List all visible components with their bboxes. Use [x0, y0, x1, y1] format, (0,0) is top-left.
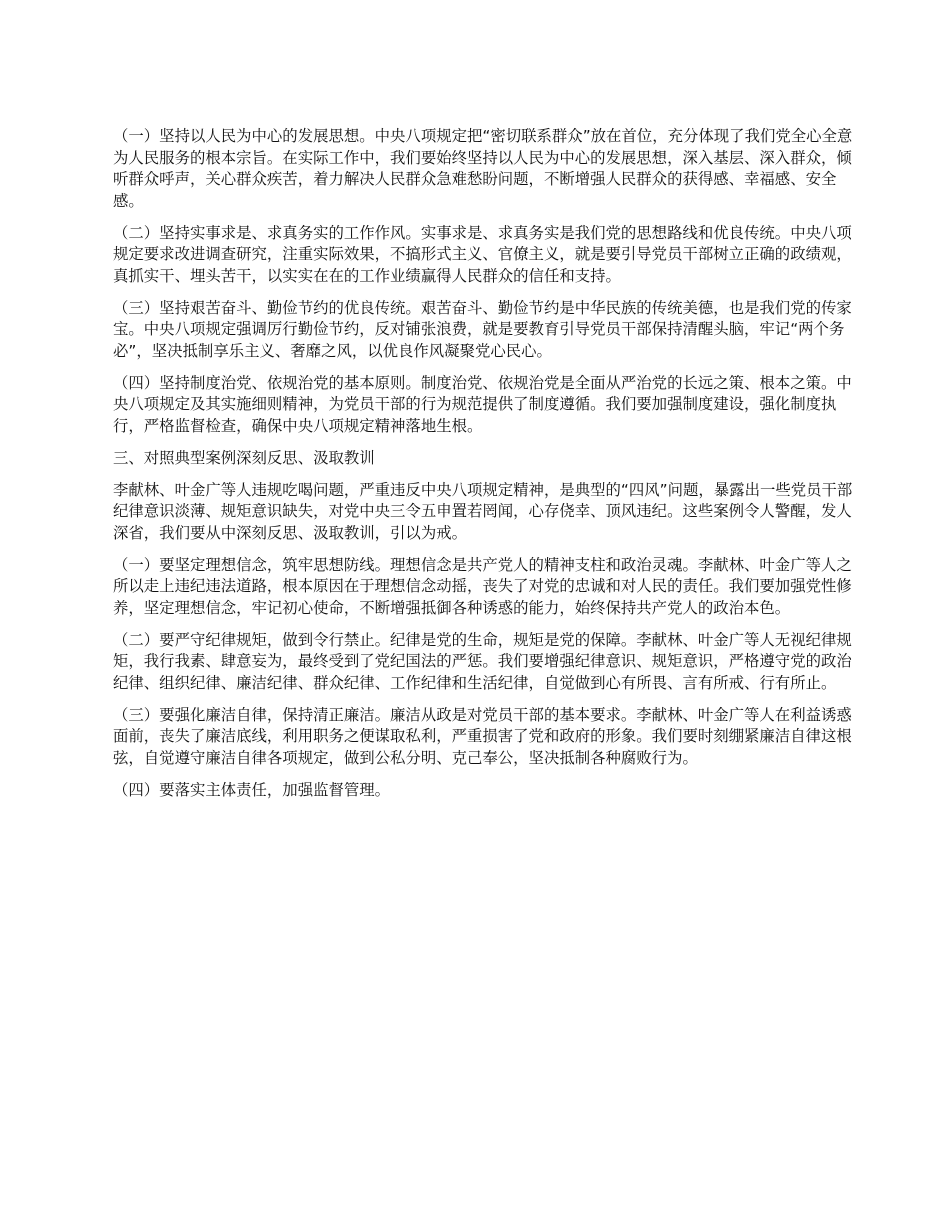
paragraph-principle-institutional-governance: （四）坚持制度治党、依规治党的基本原则。制度治党、依规治党是全面从严治党的长远之策、根本之策。中央八项规定及其实施细则精神，为党员干部的行为规范提供了制度遵循。我们要加强制度建设，强化制度执行，严格监督检查，确保中央八项规定精神落地生根。	[113, 373, 852, 435]
paragraph-case-intro: 李献林、叶金广等人违规吃喝问题，严重违反中央八项规定精神，是典型的“四风”问题，暴露出一些党员干部纪律意识淡薄、规矩意识缺失，对党中央三令五申置若罔闻，心存侥幸、顶风违纪。这些案例令人警醒，发人深省，我们要从中深刻反思、汲取教训，引以为戒。	[113, 480, 853, 542]
paragraph-lesson-responsibility: （四）要落实主体责任，加强监督管理。	[113, 780, 391, 799]
section-heading-case-reflection: 三、对照典型案例深刻反思、汲取教训	[113, 448, 375, 467]
paragraph-lesson-discipline: （二）要严守纪律规矩，做到令行禁止。纪律是党的生命，规矩是党的保障。李献林、叶金广等人无视纪律规矩，我行我素、肆意妄为，最终受到了党纪国法的严惩。我们要增强纪律意识、规矩意识，严格遵守党的政治纪律、组织纪律、廉洁纪律、群众纪律、工作纪律和生活纪律，自觉做到心有所畏、言有所戒、行有所止。	[113, 630, 852, 692]
paragraph-principle-people-centered: （一）坚持以人民为中心的发展思想。中央八项规定把“密切联系群众”放在首位，充分体现了我们党全心全意为人民服务的根本宗旨。在实际工作中，我们要始终坚持以人民为中心的发展思想，深入基层、深入群众，倾听群众呼声，关心群众疾苦，着力解决人民群众急难愁盼问题，不断增强人民群众的获得感、幸福感、安全感。	[113, 127, 853, 210]
paragraph-principle-frugality: （三）坚持艰苦奋斗、勤俭节约的优良传统。艰苦奋斗、勤俭节约是中华民族的传统美德，也是我们党的传家宝。中央八项规定强调厉行勤俭节约，反对铺张浪费，就是要教育引导党员干部保持清醒头脑，牢记“两个务必”，坚决抵制享乐主义、奢靡之风，以优良作风凝聚党心民心。	[113, 298, 852, 360]
paragraph-lesson-ideals: （一）要坚定理想信念，筑牢思想防线。理想信念是共产党人的精神支柱和政治灵魂。李献林、叶金广等人之所以走上违纪违法道路，根本原因在于理想信念动摇，丧失了对党的忠诚和对人民的责任。我们要加强党性修养，坚定理想信念，牢记初心使命，不断增强抵御各种诱惑的能力，始终保持共产党人的政治本色。	[113, 555, 852, 617]
paragraph-principle-seeking-truth: （二）坚持实事求是、求真务实的工作作风。实事求是、求真务实是我们党的思想路线和优良传统。中央八项规定要求改进调查研究，注重实际效果，不搞形式主义、官僚主义，就是要引导党员干部树立正确的政绩观，真抓实干、埋头苦干，以实实在在的工作业绩赢得人民群众的信任和支持。	[113, 223, 852, 285]
paragraph-lesson-integrity: （三）要强化廉洁自律，保持清正廉洁。廉洁从政是对党员干部的基本要求。李献林、叶金广等人在利益诱惑面前，丧失了廉洁底线，利用职务之便谋取私利，严重损害了党和政府的形象。我们要时刻绷紧廉洁自律这根弦，自觉遵守廉洁自律各项规定，做到公私分明、克己奉公，坚决抵制各种腐败行为。	[113, 705, 852, 767]
document-body	[113, 126, 853, 812]
